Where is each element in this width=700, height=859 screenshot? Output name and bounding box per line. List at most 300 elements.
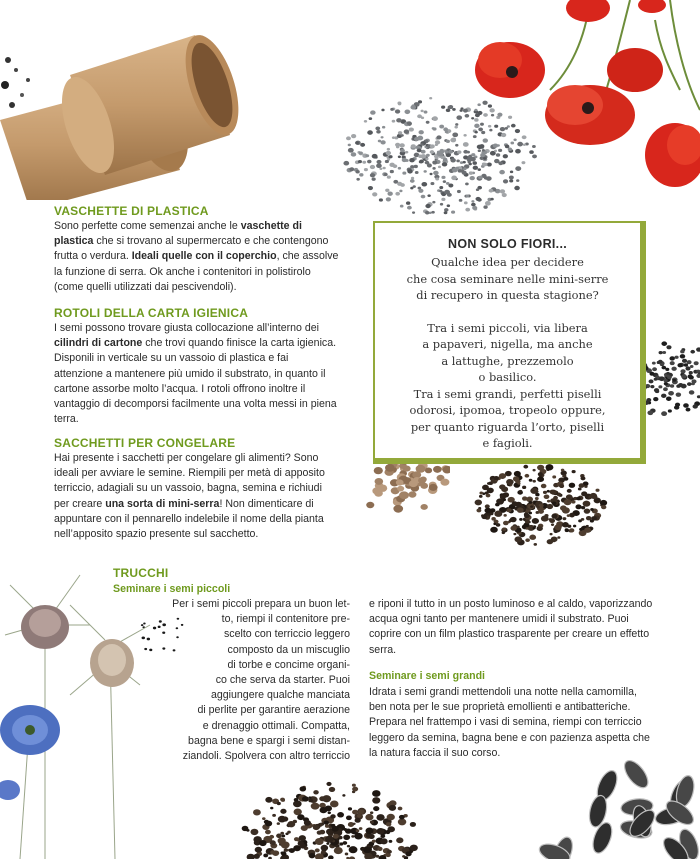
seed xyxy=(398,819,407,826)
seed xyxy=(513,476,519,481)
seed xyxy=(421,195,426,199)
seed xyxy=(455,123,458,126)
seed xyxy=(358,160,362,163)
seed xyxy=(662,351,666,354)
seed xyxy=(512,501,518,506)
seed xyxy=(383,167,386,170)
seed xyxy=(337,812,344,817)
seed xyxy=(447,204,450,207)
seed xyxy=(522,135,527,139)
seed xyxy=(325,824,330,828)
seed xyxy=(676,392,681,396)
sunflower-seeds-image xyxy=(510,760,700,859)
seed xyxy=(532,518,539,524)
seed xyxy=(265,830,271,835)
trucchi-title: TRUCCHI xyxy=(113,566,169,580)
seed xyxy=(457,150,461,154)
seed xyxy=(342,794,345,797)
seed xyxy=(573,525,576,528)
seed xyxy=(493,143,498,147)
trucchi-line: ziandoli. Spolvera con altro terriccio xyxy=(182,750,350,763)
box-line: Tra i semi grandi, perfetti piselli xyxy=(413,386,602,401)
seed xyxy=(294,837,299,841)
seed xyxy=(372,177,376,180)
seed xyxy=(547,490,550,493)
seed xyxy=(265,797,272,803)
seed xyxy=(281,799,285,802)
seed xyxy=(385,830,390,834)
seed xyxy=(533,527,536,529)
seed xyxy=(385,160,389,163)
seed xyxy=(583,501,591,507)
seed xyxy=(516,179,519,182)
seed xyxy=(444,208,448,212)
seed xyxy=(321,845,329,851)
seed xyxy=(433,466,442,473)
seed xyxy=(463,167,466,170)
seed xyxy=(438,166,441,169)
seed xyxy=(581,506,585,509)
seed xyxy=(272,814,276,817)
seed xyxy=(488,125,491,128)
seed xyxy=(658,360,663,364)
seed xyxy=(410,822,416,827)
seed xyxy=(370,820,374,823)
seed xyxy=(481,515,487,520)
seed xyxy=(345,828,352,833)
seed xyxy=(503,154,508,158)
box-line: a lattughe, prezzemolo xyxy=(441,353,574,368)
seed xyxy=(277,802,281,805)
seed xyxy=(532,154,537,158)
seed xyxy=(331,824,335,827)
seed xyxy=(372,192,377,196)
seed xyxy=(373,806,379,811)
seed xyxy=(465,208,470,212)
seed xyxy=(425,158,428,161)
seed xyxy=(687,360,692,364)
seed xyxy=(525,527,528,529)
seed xyxy=(535,497,539,500)
seed xyxy=(689,371,693,374)
seed xyxy=(487,163,492,167)
seed xyxy=(485,201,491,206)
seed xyxy=(456,159,460,162)
seed xyxy=(356,829,360,832)
seed xyxy=(668,391,674,396)
seed xyxy=(400,205,404,208)
seed xyxy=(405,151,408,154)
seed xyxy=(396,118,402,122)
seed xyxy=(510,517,517,522)
seed xyxy=(564,499,572,505)
seed xyxy=(462,171,467,175)
box-line: o basilico. xyxy=(478,370,537,384)
seed xyxy=(480,153,485,157)
seed xyxy=(426,121,430,124)
seed xyxy=(494,125,498,128)
seed xyxy=(302,796,309,801)
seed xyxy=(375,478,384,485)
seed xyxy=(407,169,412,173)
seed xyxy=(442,162,447,166)
seed xyxy=(471,200,474,203)
seed xyxy=(681,374,687,379)
box-line: per quanto riguarda l’orto, piselli xyxy=(410,419,605,434)
trucchi-line: di perlite per garantire aerazione xyxy=(197,704,350,717)
seed xyxy=(427,194,430,197)
seed xyxy=(499,473,506,479)
seed xyxy=(439,186,443,189)
seed xyxy=(410,179,415,183)
seed xyxy=(513,138,516,141)
seed xyxy=(339,842,343,845)
seed xyxy=(487,488,494,494)
seed xyxy=(294,798,299,802)
seed xyxy=(333,834,339,839)
seed xyxy=(523,465,528,469)
seed xyxy=(297,814,304,820)
seed xyxy=(498,161,503,165)
seed xyxy=(495,503,499,507)
seed xyxy=(474,118,478,122)
seed xyxy=(503,498,506,501)
seed xyxy=(446,140,450,143)
seed xyxy=(510,526,516,531)
seed xyxy=(481,131,485,134)
seed xyxy=(399,815,405,820)
seed xyxy=(352,787,358,792)
seed xyxy=(559,484,564,488)
seed xyxy=(473,166,478,170)
seed xyxy=(654,378,658,381)
section-title-vaschette: VASCHETTE DI PLASTICA xyxy=(54,204,209,218)
seed xyxy=(365,154,369,157)
seed xyxy=(538,472,543,476)
seed xyxy=(299,835,306,841)
seed xyxy=(436,135,441,139)
seed xyxy=(395,192,400,196)
seed xyxy=(473,135,477,138)
seed xyxy=(330,814,335,818)
seed xyxy=(368,186,373,190)
seed xyxy=(463,161,466,164)
box-line: Tra i semi piccoli, via libera xyxy=(427,320,588,335)
box-line: e fagioli. xyxy=(482,436,533,450)
seed xyxy=(359,173,363,176)
seed xyxy=(584,508,591,513)
seed xyxy=(397,182,402,186)
seed xyxy=(515,149,521,154)
seed xyxy=(688,374,693,378)
seed xyxy=(278,837,286,844)
seed xyxy=(425,467,432,473)
seed xyxy=(671,367,676,371)
seed xyxy=(387,192,392,196)
seed xyxy=(376,814,384,821)
seed xyxy=(242,826,249,831)
seed xyxy=(482,162,486,165)
seed xyxy=(500,189,505,193)
seed xyxy=(665,368,669,371)
seed xyxy=(545,464,553,470)
trucchi-line: to, riempi il contenitore pre- xyxy=(221,613,350,626)
seed xyxy=(519,490,522,493)
seed xyxy=(471,153,475,156)
soil-image xyxy=(455,460,620,570)
seed xyxy=(489,189,494,193)
seed xyxy=(372,487,381,494)
seed xyxy=(430,173,433,175)
seed xyxy=(529,512,532,515)
seed xyxy=(554,524,561,530)
seed xyxy=(572,470,576,473)
seed xyxy=(499,484,505,489)
seed xyxy=(351,152,357,156)
seed xyxy=(494,476,499,480)
seed xyxy=(413,185,416,188)
seed xyxy=(571,500,575,503)
seed xyxy=(561,469,564,472)
seed xyxy=(488,104,492,107)
seed xyxy=(362,161,366,164)
seed xyxy=(505,145,509,149)
seed xyxy=(347,845,350,848)
seed xyxy=(352,784,356,787)
seed xyxy=(443,180,446,183)
seed xyxy=(486,494,491,498)
seed xyxy=(477,103,480,106)
seed xyxy=(581,476,586,480)
seed xyxy=(666,372,670,375)
seed xyxy=(689,390,695,394)
seed xyxy=(470,176,475,180)
seed xyxy=(399,190,402,193)
seed xyxy=(430,150,435,154)
seed xyxy=(262,817,266,820)
seed xyxy=(530,505,533,508)
seed xyxy=(677,363,682,367)
seed xyxy=(567,489,572,493)
sidebar-box xyxy=(373,221,646,464)
seed xyxy=(496,523,501,527)
seed xyxy=(529,535,536,540)
box-line: che cosa seminare nelle mini-serre xyxy=(406,271,609,286)
seed xyxy=(352,810,358,815)
box-line: odorosi, ipomoa, tropeolo oppure, xyxy=(409,403,606,417)
seed xyxy=(380,838,388,844)
seed xyxy=(280,809,286,814)
seed xyxy=(463,142,469,147)
seed xyxy=(533,469,536,472)
seed xyxy=(466,195,470,198)
seed xyxy=(474,124,479,128)
seed xyxy=(472,206,477,210)
seed xyxy=(365,828,373,834)
seed xyxy=(435,143,438,146)
seed xyxy=(308,799,313,803)
seed xyxy=(407,206,412,210)
seed xyxy=(430,182,434,185)
seed xyxy=(522,496,527,500)
seed xyxy=(360,143,365,147)
seed xyxy=(510,170,513,173)
trucchi-text-grandi: Idrata i semi grandi mettendoli una notte nella camomilla, ben nota per le sue proprietà emollienti e antibatteriche. Prepara nel frattempo i vasi di semina, riempi con terriccio leggero da semina, bagna bene e con pazienza aspetta che la natura faccia il suo corso. xyxy=(369,686,650,759)
seed xyxy=(431,211,434,214)
seed xyxy=(420,504,427,510)
seed xyxy=(578,487,582,490)
seed xyxy=(510,142,514,145)
seed xyxy=(647,410,653,415)
seed xyxy=(301,825,308,831)
seed xyxy=(506,508,511,512)
seed xyxy=(680,354,686,358)
seed xyxy=(372,790,380,797)
seed xyxy=(653,397,658,401)
seed xyxy=(387,814,395,821)
trucchi-line: scelto con terriccio leggero xyxy=(223,628,350,641)
seed xyxy=(374,467,383,474)
seed xyxy=(552,475,556,478)
section-text-sacchetti: Hai presente i sacchetti per congelare gli alimenti? Sono ideali per avviare le semine. Riempili per metà di apposito terriccio, adagiali su un vassoio, bagna, semina e richiudi per creare una sorta di mini-serra! Non dimenticare di appuntare con il pennarello indelebile il nome della pianta nell’apposito spazio presente sul sacchetto. xyxy=(54,452,325,541)
seed xyxy=(670,361,675,365)
seed xyxy=(494,511,502,517)
seed xyxy=(496,153,500,157)
seed xyxy=(522,486,526,489)
seed xyxy=(479,492,483,495)
seed xyxy=(517,482,520,485)
seed xyxy=(569,483,576,488)
seed xyxy=(408,491,416,497)
seed xyxy=(390,108,394,111)
seed xyxy=(691,382,695,385)
seed xyxy=(389,840,393,843)
seeds-image xyxy=(280,95,560,225)
seed xyxy=(359,152,363,155)
seed xyxy=(392,120,396,123)
seed xyxy=(508,116,512,119)
seed xyxy=(255,847,262,853)
seed xyxy=(284,848,288,852)
seed xyxy=(464,201,468,204)
seed xyxy=(418,189,423,193)
seed xyxy=(270,807,273,810)
seed xyxy=(659,351,663,354)
seed xyxy=(450,158,456,162)
seed xyxy=(487,482,490,485)
seed xyxy=(667,375,672,379)
seed xyxy=(547,504,554,509)
seed xyxy=(380,140,385,144)
trucchi-text-piccoli-cont: e riponi il tutto in un posto luminoso e al caldo, vaporizzando acqua ogni tanto per mantenere umidi il substrato. Puoi coprire con un film plastico trasparente per creare un effetto serra. xyxy=(369,598,653,656)
seed xyxy=(353,823,356,825)
seed xyxy=(282,816,289,821)
seed xyxy=(515,129,520,133)
seed xyxy=(324,820,329,824)
section-title-sacchetti: SACCHETTI PER CONGELARE xyxy=(54,436,236,450)
seed xyxy=(471,117,474,119)
seed xyxy=(412,211,415,213)
seed xyxy=(395,143,400,147)
seed xyxy=(348,148,354,153)
seed xyxy=(432,116,438,121)
seed xyxy=(532,145,536,148)
seed xyxy=(445,131,448,134)
seed xyxy=(547,539,553,544)
seed xyxy=(330,801,339,808)
seed xyxy=(443,158,447,162)
seed xyxy=(379,168,382,170)
seed xyxy=(304,820,311,826)
seed xyxy=(411,144,416,148)
seed xyxy=(319,796,325,801)
seed xyxy=(424,170,427,173)
seed xyxy=(280,832,284,835)
seed xyxy=(483,205,487,208)
seed xyxy=(444,150,448,153)
seed xyxy=(429,97,432,99)
seed xyxy=(551,523,554,526)
seed xyxy=(465,182,469,185)
seed xyxy=(685,366,690,370)
seed xyxy=(313,790,319,794)
seed xyxy=(652,367,657,371)
seed xyxy=(478,168,481,171)
seed xyxy=(534,543,538,546)
seed xyxy=(421,143,424,145)
seed xyxy=(294,809,302,816)
seed xyxy=(390,170,394,173)
nigella-flower-image xyxy=(0,565,160,859)
seed xyxy=(435,177,439,180)
seed xyxy=(529,479,533,482)
seed xyxy=(523,144,526,146)
seed xyxy=(281,851,287,855)
seed xyxy=(398,131,402,135)
seed xyxy=(452,132,458,137)
seed xyxy=(472,161,476,165)
seed xyxy=(591,516,596,520)
seed xyxy=(439,153,443,156)
seed xyxy=(387,148,390,151)
seed xyxy=(269,835,274,839)
seed xyxy=(386,197,391,201)
seed xyxy=(514,536,522,542)
seed xyxy=(503,514,506,517)
seed xyxy=(355,141,359,144)
seed xyxy=(348,144,351,147)
seed xyxy=(345,853,349,856)
seed xyxy=(693,404,698,408)
seed xyxy=(467,155,471,159)
seed xyxy=(398,167,401,170)
seed xyxy=(529,150,534,154)
seed xyxy=(433,127,437,130)
trucchi-line: e drenaggio ottimali. Compatta, xyxy=(202,719,350,732)
seed xyxy=(649,379,654,383)
seed xyxy=(684,363,688,366)
seed xyxy=(326,782,331,786)
seed xyxy=(432,160,437,164)
seed xyxy=(372,797,380,804)
seed xyxy=(448,150,453,154)
seed xyxy=(416,465,426,473)
seed xyxy=(652,362,656,365)
box-line: a papaveri, nigella, ma anche xyxy=(422,337,593,351)
seed xyxy=(317,831,322,835)
seed xyxy=(576,497,581,501)
seed xyxy=(451,210,455,213)
